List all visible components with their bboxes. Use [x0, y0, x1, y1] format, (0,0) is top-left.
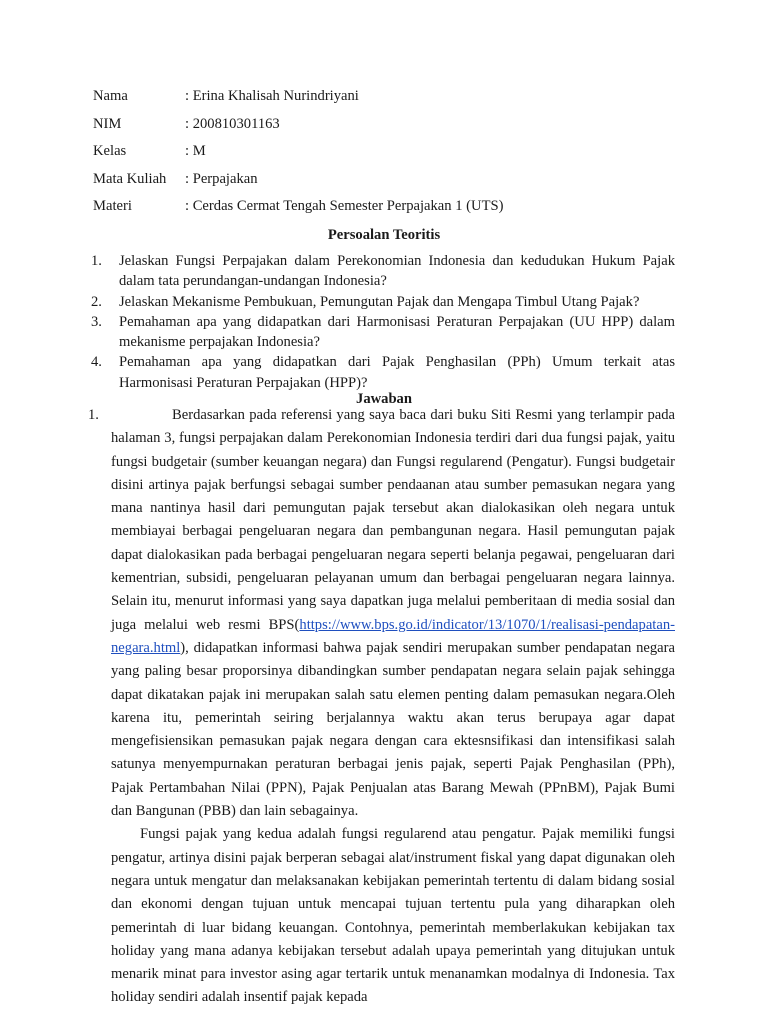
theory-heading: Persoalan Teoritis — [327, 227, 441, 243]
answer-body — [111, 404, 675, 1010]
answer-paragraph: Fungsi pajak yang kedua adalah fungsi regularend atau pengatur. Pajak memiliki fungsi pengatur, artinya disini pajak berperan sebagai alat/instrument fiskal yang dapat digunakan oleh negara untuk mengatur dan melaksanakan kebijakan pemerintah tertentu di dalam bidang sosial dan ekonomi dengan tujuan untuk mencapai tujuan tertentu pula yang diharapkan oleh pemerintah di luar bidang keuangan. Contohnya, pemerintah memberlakukan kebijakan tax holiday yang mana adanya kebijakan tersebut adalah upaya pemerintah yang ditujukan untuk menarik minat para investor asing agar tertarik untuk menanamkan modalnya di Indonesia. Tax holiday sendiri adalah insentif pajak kepada — [111, 826, 675, 1006]
info-row-class — [93, 140, 503, 168]
info-value: : Perpajakan — [185, 170, 258, 187]
info-label: NIM — [93, 115, 122, 132]
question-text: Pemahaman apa yang didapatkan dari Pajak Penghasilan (PPh) Umum terkait atas Harmonisasi Peraturan Perpajakan (HPP)? — [119, 354, 675, 391]
info-row-course — [93, 168, 503, 196]
info-row-nim — [93, 113, 503, 141]
question-text: Jelaskan Mekanisme Pembukuan, Pemungutan Pajak dan Mengapa Timbul Utang Pajak? — [119, 293, 640, 310]
answer-number: 1. — [88, 407, 99, 423]
info-value: : Cerdas Cermat Tengah Semester Perpajakan 1 (UTS) — [185, 198, 504, 214]
info-value: : M — [185, 143, 206, 159]
info-label: Mata Kuliah — [93, 170, 167, 187]
question-text: Jelaskan Fungsi Perpajakan dalam Perekonomian Indonesia dan kedudukan Hukum Pajak dalam tata perundangan-undangan Indonesia? — [119, 253, 675, 290]
question-item — [91, 251, 675, 292]
answer-paragraph — [111, 404, 675, 823]
question-item — [91, 292, 675, 312]
info-value: : Erina Khalisah Nurindriyani — [185, 88, 359, 104]
question-number: 1. — [91, 253, 102, 269]
question-list — [91, 251, 675, 393]
info-row-name — [93, 85, 503, 113]
answer-text: Berdasarkan pada referensi yang saya baca dari buku Siti Resmi yang terlampir pada halaman 3, fungsi perpajakan dalam Perekonomian Indonesia terdiri dari dua fungsi pajak, yaitu fungsi budgetair (sumber keuangan negara) dan Fungsi regularend (Pengatur). Fungsi budgetair disini artinya pajak berfungsi sebagai sumber pendaanan atau sumber pemasukan negara yang mana nantinya hasil dari pemungutan pajak tersebut akan dialokasikan oleh negara untuk membiayai berbagai pengeluaran negara dan pembangunan negara. Hasil pemungutan pajak dapat dialokasikan pada berbagai pengeluaran negara seperti belanja pegawai, pengeluaran dari kementrian, subsidi, pengeluaran pelayanan umum dan berbagai pengeluaran negara lainnya. Selain itu, menurut informasi yang saya dapatkan juga melalui pemberitaan di media sosial dan juga melalui web resmi BPS( — [111, 407, 675, 633]
question-number: 4. — [91, 354, 102, 371]
question-item — [91, 312, 675, 353]
question-number: 3. — [91, 313, 102, 330]
question-item — [91, 352, 675, 393]
info-label: Nama — [93, 88, 128, 104]
question-text: Pemahaman apa yang didapatkan dari Harmonisasi Peraturan Perpajakan (UU HPP) dalam mekanisme perpajakan Indonesia? — [119, 313, 675, 351]
info-label: Kelas — [93, 143, 127, 159]
info-value: : 200810301163 — [185, 115, 280, 132]
info-row-material — [93, 195, 503, 223]
answer-text: ), didapatkan informasi bahwa pajak sendiri merupakan sumber pendapatan negara yang paling besar proporsinya dibandingkan sumber pendapatan negara selain pajak sehingga dapat dikatakan pajak ini merupakan salah satu elemen penting dalam pemasukan negara.Oleh karena itu, pemerintah seiring berjalannya waktu akan terus berupaya agar dapat mengefisiensikan pemasukan pajak negara dengan cara ektesnsifikasi dan intensifikasi salah satunya menyempurnakan peraturan berbagai jenis pajak, seperti Pajak Penghasilan (PPh), Pajak Pertambahan Nilai (PPN), Pajak Penjualan atas Barang Mewah (PPnBM), Pajak Bumi dan Bangunan (PBB) dan lain sebagainya. — [111, 639, 675, 820]
student-info — [93, 85, 503, 223]
info-label: Materi — [93, 198, 132, 214]
answer-heading: Jawaban — [356, 391, 412, 407]
question-number: 2. — [91, 293, 102, 310]
bps-link[interactable]: https://www.bps.go.id/indicator/13/1070/1/realisasi-pendapatan-negara.html — [111, 616, 675, 656]
